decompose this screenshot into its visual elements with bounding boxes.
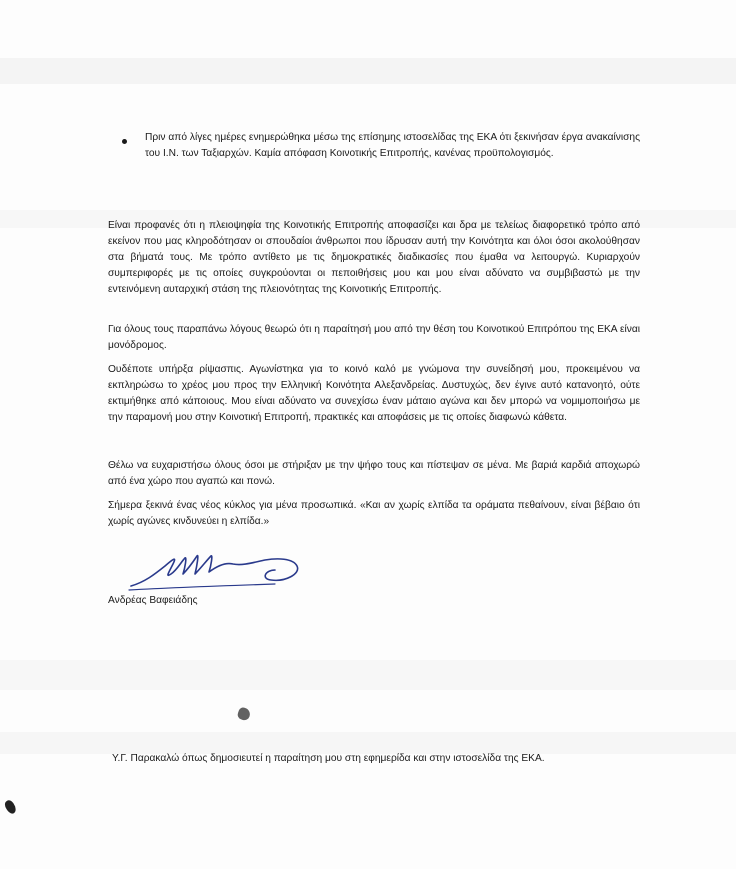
handwritten-signature [125,544,305,594]
bullet-list-item: Πριν από λίγες ημέρες ενημερώθηκα μέσω της επίσημης ιστοσελίδας της ΕΚΑ ότι ξεκινήσαν έργα ανακαίνισης του Ι.Ν. των Ταξιαρχών. Καμία απόφαση Κοινοτικής Επιτροπής, κανένας προϋπολογισμός. [145,132,640,159]
paragraph-thanks: Θέλω να ευχαριστήσω όλους όσοι με στήριξαν με την ψήφο τους και πίστεψαν σε μένα. Με βαριά καρδιά αποχωρώ από ένα χώρο που αγαπώ και πονώ. [108,460,640,487]
scan-smudge [3,799,18,816]
bullet-marker [122,139,127,144]
paragraph-majority-conduct: Είναι προφανές ότι η πλειοψηφία της Κοινοτικής Επιτροπής αποφασίζει και δρα με τελείως διαφορετικό τρόπο από εκείνον που μας κληροδότησαν οι σπουδαίοι άνθρωποι που ίδρυσαν αυτή την Κοινότητα και όλοι όσοι ακολούθησαν στα βήματά τους. Με τρόπο αντίθετο με τις δημοκρατικές διαδικασίες που έμαθα να λειτουργώ. Κυριαρχούν συμπεριφορές με τις οποίες συγκρούονται οι πεποιθήσεις μου και μου είναι αδύνατο να συμβιβαστώ με την εντεινόμενη αυταρχική στάση της πλειονότητας της Κοινοτικής Επιτροπής. [108,220,640,295]
paragraph-struggle: Ουδέποτε υπήρξα ρίψασπις. Αγωνίστηκα για το κοινό καλό με γνώμονα την συνείδησή μου, προκειμένου να εκπληρώσω το χρέος μου προς την Ελληνική Κοινότητα Αλεξανδρείας. Δυστυχώς, δεν έγινε αυτό κατανοητό, ούτε εκτιμήθηκε από κάποιους. Μου είναι αδύνατο να συνεχίσω έναν μάταιο αγώνα και δεν μπορώ να νομιμοποιήσω με την παραμονή μου στην Κοινοτική Επιτροπή, πρακτικές και αποφάσεις με τις οποίες διαφωνώ κάθετα. [108,364,640,423]
paragraph-closing-quote: Σήμερα ξεκινά ένας νέος κύκλος για μένα προσωπικά. «Και αν χωρίς ελπίδα τα οράματα πεθαίνουν, είναι βέβαιο ότι χωρίς αγώνες κινδυνεύει η ελπίδα.» [108,500,640,527]
paragraph-resignation-reason: Για όλους τους παραπάνω λόγους θεωρώ ότι η παραίτησή μου από την θέση του Κοινοτικού Επιτρόπου της ΕΚΑ είναι μονόδρομος. [108,324,640,351]
scan-artifact-band [0,732,736,754]
scan-smudge [236,706,251,721]
signer-name: Ανδρέας Βαφειάδης [108,595,198,606]
postscript-note: Υ.Γ. Παρακαλώ όπως δημοσιευτεί η παραίτηση μου στη εφημερίδα και στην ιστοσελίδα της ΕΚΑ. [112,753,545,764]
scan-artifact-band [0,58,736,84]
scan-artifact-band [0,660,736,690]
